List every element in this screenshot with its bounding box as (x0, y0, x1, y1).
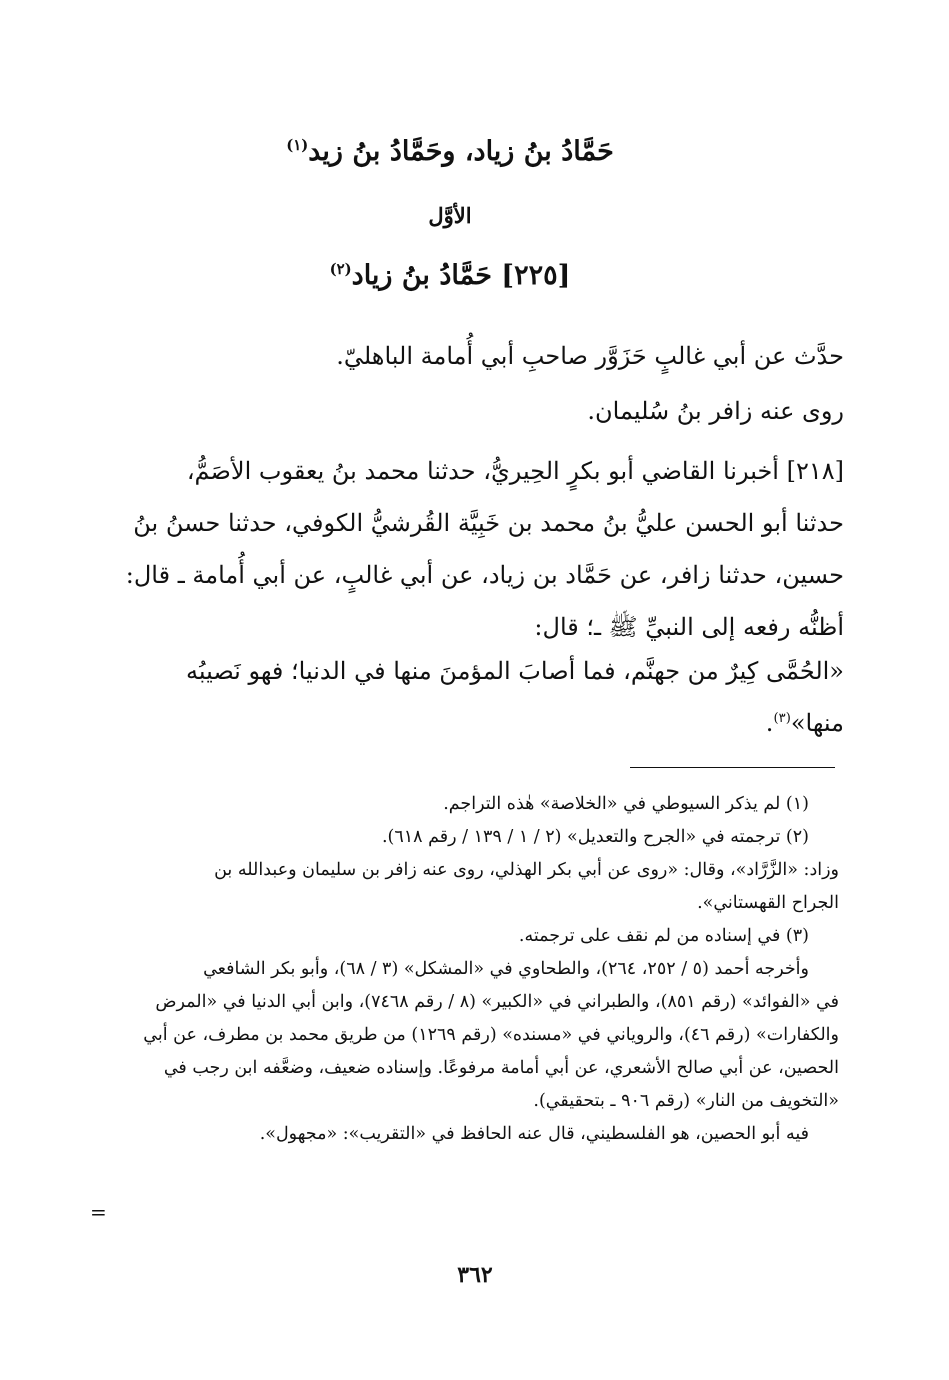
footnote-line: «التخويف من النار» (رقم ٩٠٦ ـ بتحقيقي). (533, 1091, 839, 1111)
footnote-line: فيه أبو الحصين، هو الفلسطيني، قال عنه الحافظ في «التقريب»: «مجهول». (259, 1124, 809, 1144)
body-line: أظنُّه رفعه إلى النبيِّ ﷺ ـ؛ قال: (534, 613, 844, 641)
body-paragraph-3 (104, 445, 844, 653)
entry-title (100, 260, 800, 291)
body-paragraph-2: روى عنه زافر بنُ سُليمان. (587, 397, 844, 425)
body-line: حدثنا أبو الحسن عليُّ بنُ محمد بن خَبِيَّة القُرشيُّ الكوفي، حدثنا حسنُ بنُ (133, 509, 844, 537)
footnote-line: وزاد: «الزَّرَّاد»، وقال: «روى عن أبي بكر الهذلي، روى عنه زافر بن سليمان وعبدالله بن (214, 860, 839, 880)
footnote-line: وأخرجه أحمد (٥ / ٢٥٢، ٢٦٤)، والطحاوي في «المشكل» (٣ / ٦٨)، وأبو بكر الشافعي (203, 959, 809, 979)
body-line (104, 697, 844, 749)
footnote-line: في «الفوائد» (رقم ٨٥١)، والطبراني في «الكبير» (٨ / رقم ٧٤٦٨)، وابن أبي الدنيا في «المرض (155, 992, 839, 1012)
section-title: الأوَّل (428, 203, 472, 228)
body-line: [٢١٨] أخبرنا القاضي أبو بكرٍ الحِيريُّ، حدثنا محمد بنُ يعقوب الأصَمُّ، (186, 457, 844, 485)
footnote-line: الحصين، عن أبي صالح الأشعري، عن أبي أمامة مرفوعًا. وإسناده ضعيف، وضعَّفه ابن رجب في (163, 1058, 839, 1078)
footnote-line: (٢) ترجمته في «الجرح والتعديل» (٢ / ١ / ١٣٩ / رقم ٦١٨). (381, 827, 809, 847)
chapter-title (100, 136, 800, 167)
body-line: «الحُمَّى كِيرٌ من جهنَّم، فما أصابَ المؤمنَ منها في الدنيا؛ فهو نَصيبُه (185, 657, 844, 685)
body-paragraph-1: حدَّث عن أبي غالبٍ حَزَوَّر صاحبِ أبي أُمامة الباهليّ. (336, 342, 844, 370)
chapter-title-text: حَمَّادُ بنُ زياد، وحَمَّادُ بنُ زيد (308, 136, 614, 167)
body-line: حسين، حدثنا زافر، عن حَمَّاد بن زياد، عن أبي غالبٍ، عن أبي أُمامة ـ قال: (125, 561, 844, 589)
continuation-mark: = (90, 1200, 107, 1224)
entry-title-text: [٢٢٥] حَمَّادُ بنُ زياد (351, 260, 571, 291)
footnote-line: (٣) في إسناده من لم نقف على ترجمته. (518, 926, 809, 946)
footnotes (104, 788, 839, 1151)
footnote-divider (630, 767, 835, 768)
sentence-end: . (765, 709, 774, 737)
footnote-ref-2: (٢) (329, 260, 352, 278)
footnote-line: (١) لم يذكر السيوطي في «الخلاصة» هٰذه التراجم. (443, 794, 809, 814)
footnote-line: الجراح القهستاني». (697, 893, 839, 913)
page-number: ٣٦٢ (457, 1262, 493, 1288)
body-paragraph-4 (104, 645, 844, 749)
body-line-text: منها» (790, 709, 844, 737)
footnote-ref-3: (٣) (773, 711, 791, 726)
footnote-line: والكفارات» (رقم ٤٦)، والروياني في «مسنده» (رقم ١٢٦٩) من طريق محمد بن مطرف، عن أبي (143, 1025, 839, 1045)
footnote-ref-1: (١) (286, 136, 309, 154)
